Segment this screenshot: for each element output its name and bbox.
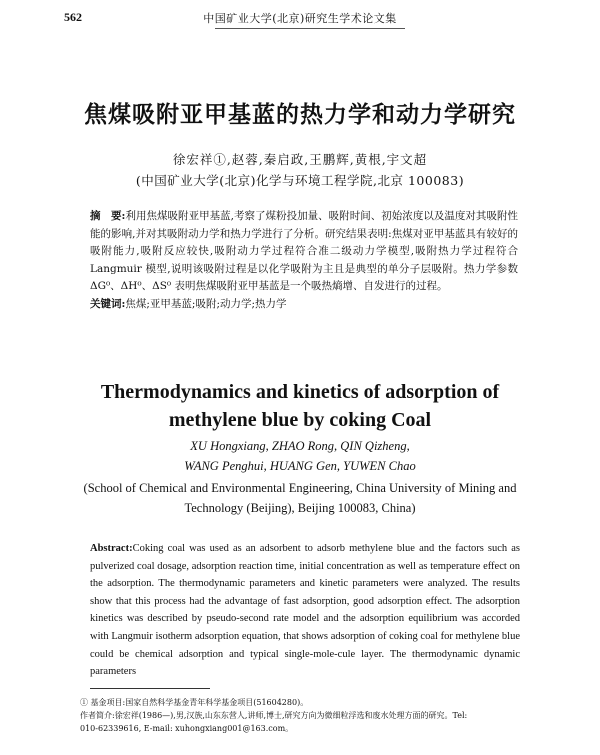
english-title: [0, 378, 600, 434]
english-authors: [0, 436, 600, 476]
header-rule: [215, 28, 405, 29]
footnotes: [80, 696, 540, 735]
chinese-keywords: [90, 296, 518, 314]
chinese-keywords-text: 焦煤;亚甲基蓝;吸附;动力学;热力学: [125, 297, 287, 310]
english-abstract-text: Coking coal was used as an adsorbent to adsorb methylene blue and the factors such as pulverized coal dosage, adsorption reaction time, initial concentration as well as temperature effect on the adsorption. The thermodynamic parameters and kinetic parameters were analyzed. The results show that this process had the advantage of fast adsorption, good adsorption effect. The adsorption kinetics was described by pseudo-second rate model and the adsorption equilibrium was accorded with Langmuir isotherm adsorption equation, that shows adsorption of coking coal for methylene blue could be chemical adsorption and typical single-mole-cule layer. The thermodynamic dynamic parameters: [90, 543, 520, 678]
english-abstract-label: Abstract:: [90, 543, 133, 554]
chinese-abstract: [90, 208, 518, 313]
english-title-line1: Thermodynamics and kinetics of adsorption of: [100, 381, 500, 403]
chinese-title: 焦煤吸附亚甲基蓝的热力学和动力学研究: [84, 101, 516, 128]
footnote-author-bio-line2: 010-62339616, E-mail: xuhongxiang001@163.com。: [80, 724, 294, 733]
chinese-abstract-label: 摘 要:: [90, 210, 126, 222]
english-title-line2: methylene blue by coking Coal: [168, 409, 432, 431]
page-number: 562: [64, 10, 82, 24]
page-header: [0, 0, 600, 32]
english-authors-line1: XU Hongxiang, ZHAO Rong, QIN Qizheng,: [190, 439, 410, 453]
footnote-author-bio-line1: 作者简介:徐宏祥(1986—),男,汉族,山东东营人,讲师,博士,研究方向为微细粒浮选和废水处理方面的研究。Tel:: [80, 711, 468, 720]
running-head: 中国矿业大学(北京)研究生学术论文集: [203, 12, 397, 25]
english-affiliation: (School of Chemical and Environmental Engineering, China University of Mining and Technology (Beijing), Beijing 100083, China): [83, 481, 517, 515]
english-abstract: [90, 540, 520, 681]
footnote-rule: [90, 688, 210, 689]
chinese-authors: 徐宏祥①,赵蓉,秦启政,王鹏辉,黄根,宇文超: [172, 152, 428, 167]
footnote-fund: ① 基金项目:国家自然科学基金青年科学基金项目(51604280)。: [80, 698, 309, 707]
chinese-keywords-label: 关键词:: [90, 297, 126, 310]
chinese-abstract-text: 利用焦煤吸附亚甲基蓝,考察了煤粉投加量、吸附时间、初始浓度以及温度对其吸附性能的影响,并对其吸附动力学和热力学进行了分析。研究结果表明:焦煤对亚甲基蓝具有较好的吸附能力,吸附反应较快,吸附动力学过程符合准二级动力学模型,吸附热力学过程符合 Langmuir 模型,说明该吸附过程是以化学吸附为主且是典型的单分子层吸附。热力学参数 ΔG⁰、ΔH⁰、ΔS⁰ 表明焦煤吸附亚甲基蓝是一个吸热熵增、自发进行的过程。: [90, 210, 518, 292]
chinese-affiliation: (中国矿业大学(北京)化学与环境工程学院,北京 100083): [135, 173, 465, 188]
english-authors-line2: WANG Penghui, HUANG Gen, YUWEN Chao: [184, 459, 416, 473]
